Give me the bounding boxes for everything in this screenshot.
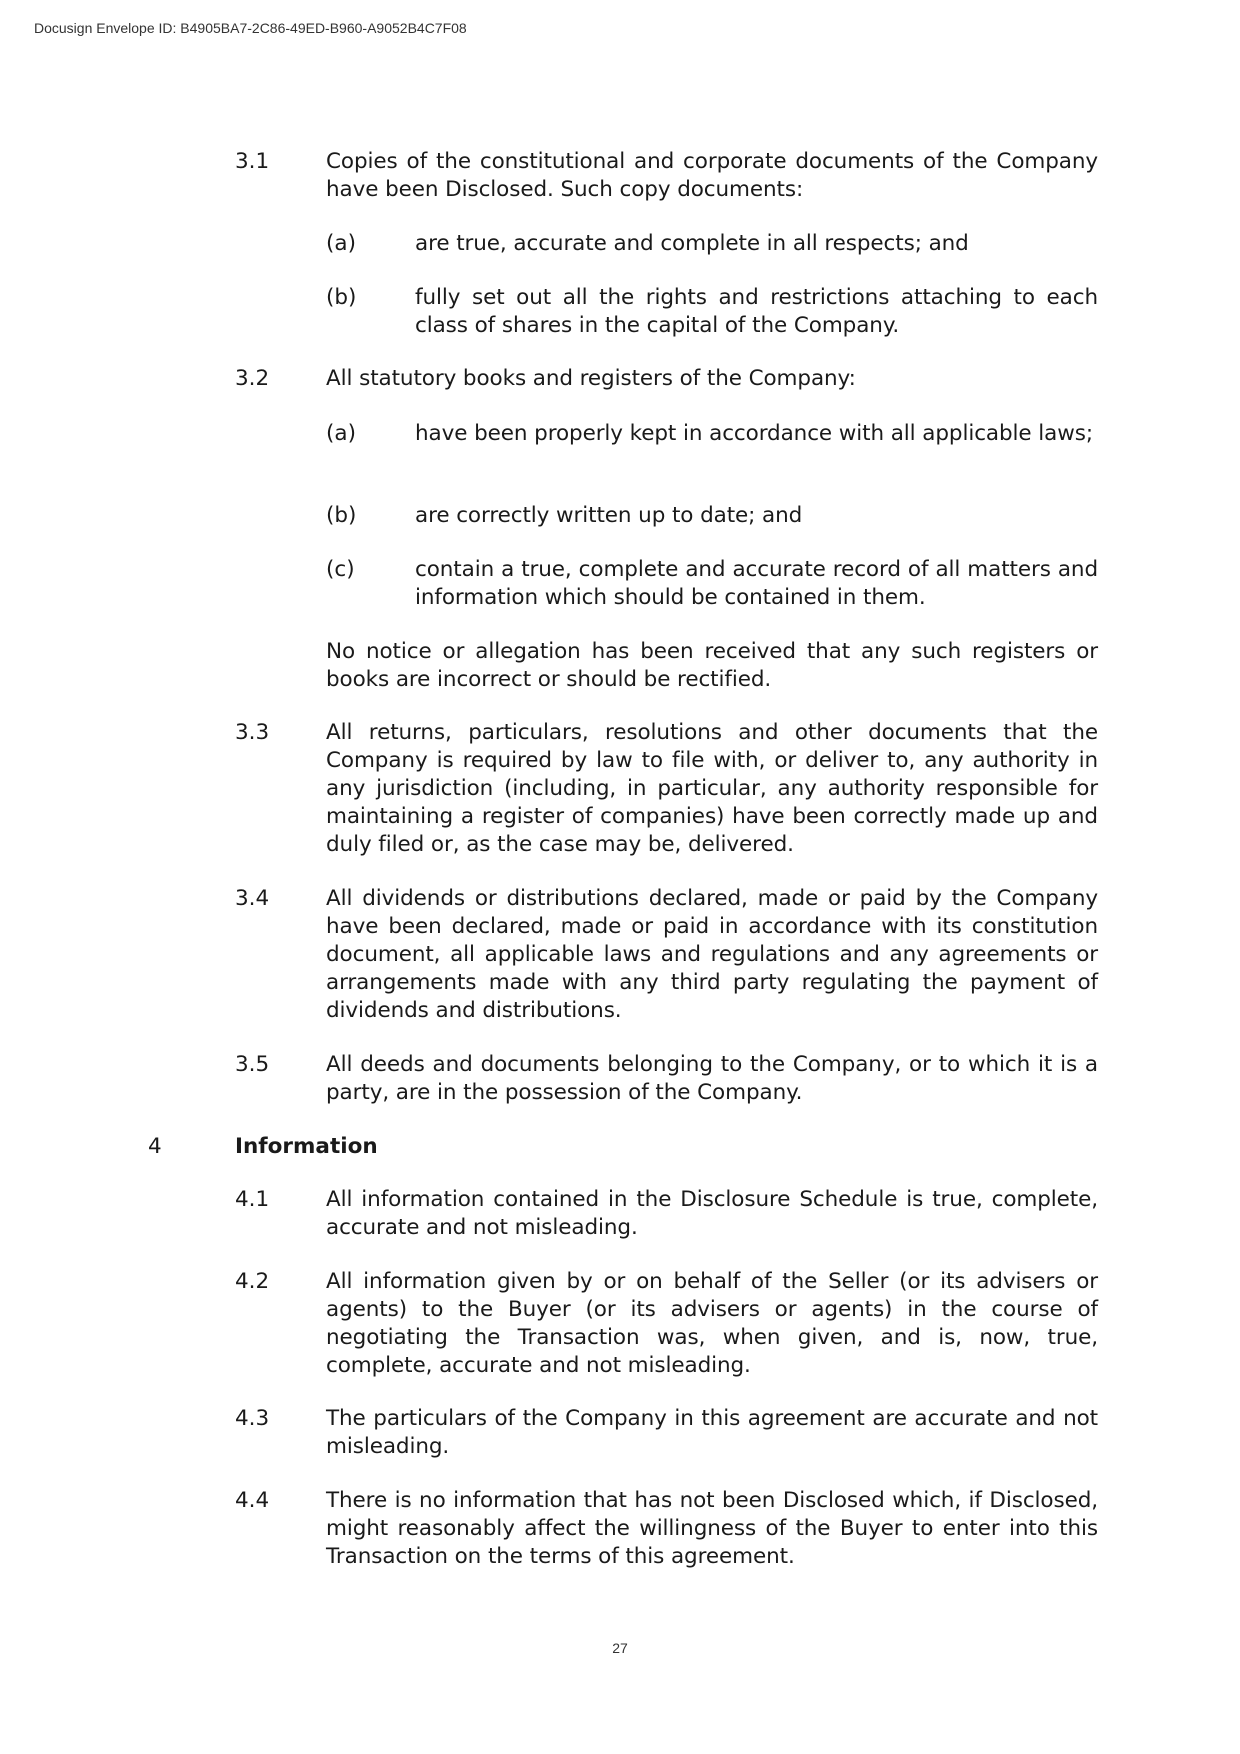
clause-3-3-number: 3.3 <box>235 720 270 745</box>
clause-3-4-number: 3.4 <box>235 886 270 911</box>
clause-3-1-b-text: fully set out all the rights and restrictions attaching to each class of shares in the capital of the Company. <box>415 285 1098 338</box>
clause-3-5-number: 3.5 <box>235 1052 270 1077</box>
clause-3-2-text: All statutory books and registers of the Company: <box>326 366 856 391</box>
clause-3-3-text: All returns, particulars, resolutions and other documents that the Company is required by law to file with, or deliver to, any authority in any jurisdiction (including, in particular, any authority responsible for maintaining a register of companies) have been correctly made up and duly filed or, as the case may be, delivered. <box>326 720 1098 857</box>
clause-4-3-number: 4.3 <box>235 1406 270 1431</box>
page-number: 27 <box>612 1640 628 1656</box>
clause-4-2-text: All information given by or on behalf of the Seller (or its advisers or agents) to the Buyer (or its advisers or agents) in the course of negotiating the Transaction was, when given, and is, now, true, complete, accurate and not misleading. <box>326 1269 1098 1378</box>
clause-3-1-number: 3.1 <box>235 149 270 174</box>
clause-3-2-a-label: (a) <box>326 421 356 446</box>
section-4-number: 4 <box>148 1134 162 1159</box>
clause-3-1-a-label: (a) <box>326 231 356 256</box>
section-4-heading: Information <box>235 1134 378 1159</box>
clause-3-2-c-text: contain a true, complete and accurate record of all matters and information which should be contained in them. <box>415 557 1098 610</box>
clause-4-2-number: 4.2 <box>235 1269 270 1294</box>
clause-4-1-text: All information contained in the Disclosure Schedule is true, complete, accurate and not misleading. <box>326 1187 1098 1240</box>
clause-4-1-number: 4.1 <box>235 1187 270 1212</box>
clause-3-1-a-text: are true, accurate and complete in all respects; and <box>415 231 969 256</box>
clause-4-4-number: 4.4 <box>235 1488 270 1513</box>
clause-3-2-c-label: (c) <box>326 557 355 582</box>
clause-3-1-text: Copies of the constitutional and corporate documents of the Company have been Disclosed. Such copy documents: <box>326 149 1098 202</box>
clause-3-2-number: 3.2 <box>235 366 270 391</box>
clause-3-2-a-text: have been properly kept in accordance with all applicable laws; <box>415 421 1093 446</box>
clause-3-2-trailer: No notice or allegation has been received that any such registers or books are incorrect or should be rectified. <box>326 639 1098 692</box>
docusign-envelope-id: Docusign Envelope ID: B4905BA7-2C86-49ED-B960-A9052B4C7F08 <box>34 20 467 36</box>
clause-3-2-b-text: are correctly written up to date; and <box>415 503 803 528</box>
clause-3-4-text: All dividends or distributions declared, made or paid by the Company have been declared, made or paid in accordance with its constitution document, all applicable laws and regulations and any agreements or arrangements made with any third party regulating the payment of dividends and distributions. <box>326 886 1098 1023</box>
clause-3-1-b-label: (b) <box>326 285 357 310</box>
clause-4-3-text: The particulars of the Company in this agreement are accurate and not misleading. <box>326 1406 1098 1459</box>
clause-3-2-b-label: (b) <box>326 503 357 528</box>
clause-3-5-text: All deeds and documents belonging to the Company, or to which it is a party, are in the possession of the Company. <box>326 1052 1098 1105</box>
clause-4-4-text: There is no information that has not been Disclosed which, if Disclosed, might reasonably affect the willingness of the Buyer to enter into this Transaction on the terms of this agreement. <box>326 1488 1098 1569</box>
